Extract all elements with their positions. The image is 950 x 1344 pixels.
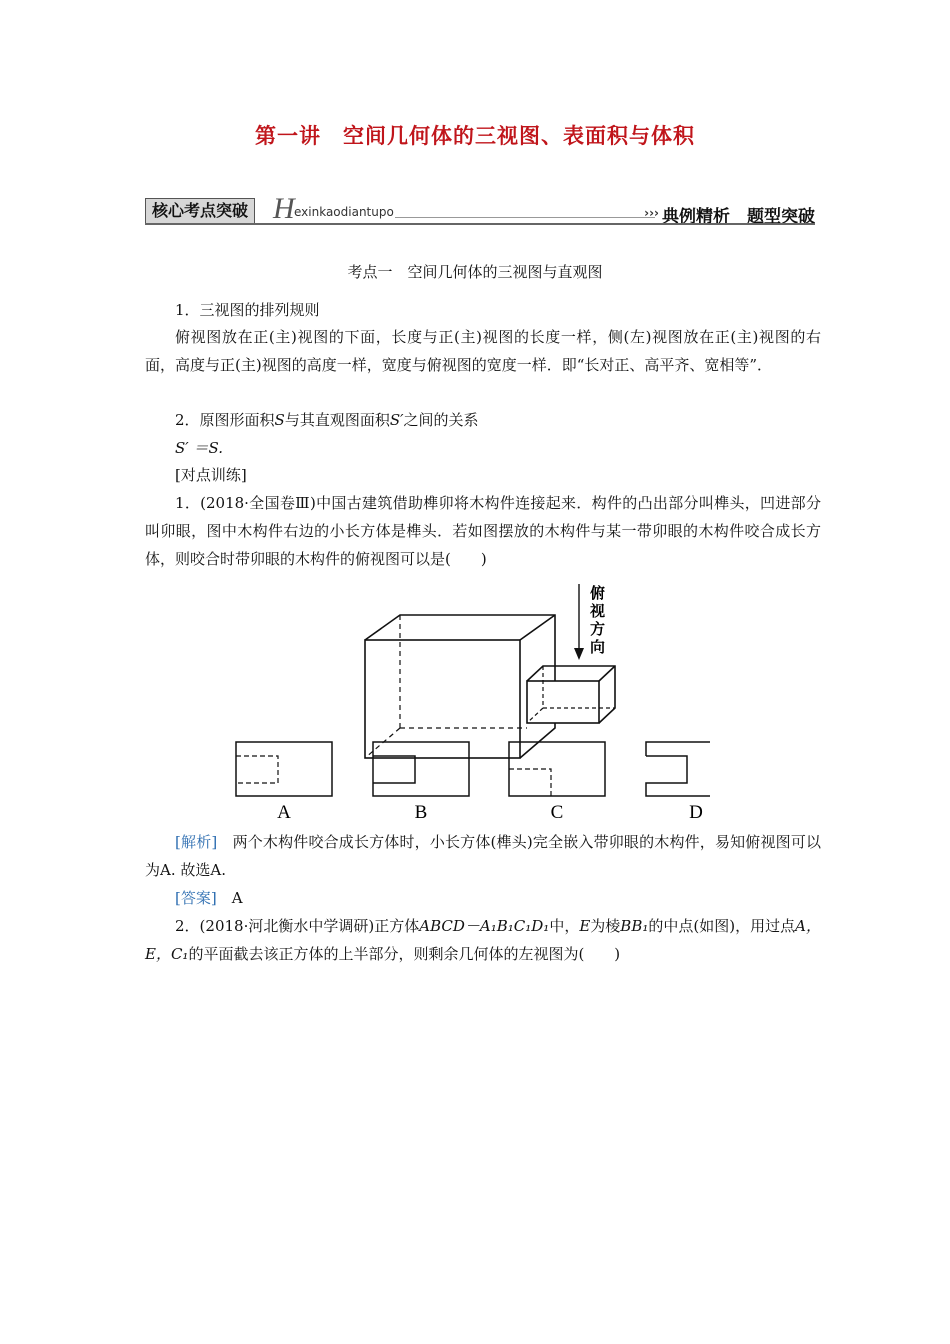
option-b-label: B xyxy=(414,802,428,823)
banner-pinyin: exinkaodiantupo xyxy=(294,205,394,219)
banner-subtitle: 典例精析 题型突破 xyxy=(662,207,815,227)
analysis-label: [解析] xyxy=(175,833,218,851)
option-a-view xyxy=(236,742,332,796)
area-heading: 2．原图形面积S与其直观图面积S′之间的关系 xyxy=(175,411,479,429)
banner-label: 核心考点突破 xyxy=(145,198,255,224)
question-1: 1．(2018·全国卷Ⅲ)中国古建筑借助榫卯将木构件连接起来．构件的凸出部分叫榫头，凹进部分叫卯眼，图中木构件右边的小长方体是榫头．若如图摆放的木构件与某一带卯眼的木构件咬合成长方体，则咬合时带卯眼的木构件的俯视图可以是( ) xyxy=(145,494,821,568)
option-a-label: A xyxy=(277,802,291,823)
section-banner xyxy=(145,194,815,226)
area-formula: S′ ＝S. xyxy=(175,439,223,457)
banner-letter: H xyxy=(273,192,295,225)
option-d-view xyxy=(646,742,710,796)
section-title: 考点一 空间几何体的三视图与直观图 xyxy=(347,263,603,281)
view-direction-label: 俯 视 方 向 xyxy=(590,584,606,656)
option-c-view xyxy=(509,742,605,796)
answer xyxy=(145,884,821,912)
option-c-label: C xyxy=(550,802,564,823)
banner-arrows-icon: ››› xyxy=(644,206,659,220)
rule-heading: 1．三视图的排列规则 xyxy=(175,301,320,319)
banner-underline xyxy=(145,223,815,225)
analysis-text: 两个木构件咬合成长方体时，小长方体(榫头)完全嵌入带卯眼的木构件，易知俯视图可以为A. 故选A. xyxy=(145,833,821,879)
page-title: 第一讲 空间几何体的三视图、表面积与体积 xyxy=(255,123,695,148)
question-2: 2．(2018·河北衡水中学调研)正方体ABCD－A₁B₁C₁D₁中，E为棱BB₁的中点(如图)，用过点A，E，C₁的平面截去该正方体的上半部分，则剩余几何体的左视图为( ) xyxy=(145,917,821,963)
answer-text: A xyxy=(216,889,243,907)
arrow-down-icon xyxy=(574,648,584,660)
option-d-label: D xyxy=(689,802,703,823)
answer-label: [答案] xyxy=(175,889,217,907)
option-b-view xyxy=(373,742,469,796)
banner-rule xyxy=(395,217,655,218)
analysis xyxy=(145,828,821,884)
mortise-tenon-figure xyxy=(230,578,710,828)
rule-text: 俯视图放在正(主)视图的下面，长度与正(主)视图的长度一样，侧(左)视图放在正(主)视图的右面，高度与正(主)视图的高度一样，宽度与俯视图的宽度一样．即“长对正、高平齐、宽相等”． xyxy=(145,328,821,374)
practice-label: [对点训练] xyxy=(175,466,247,484)
